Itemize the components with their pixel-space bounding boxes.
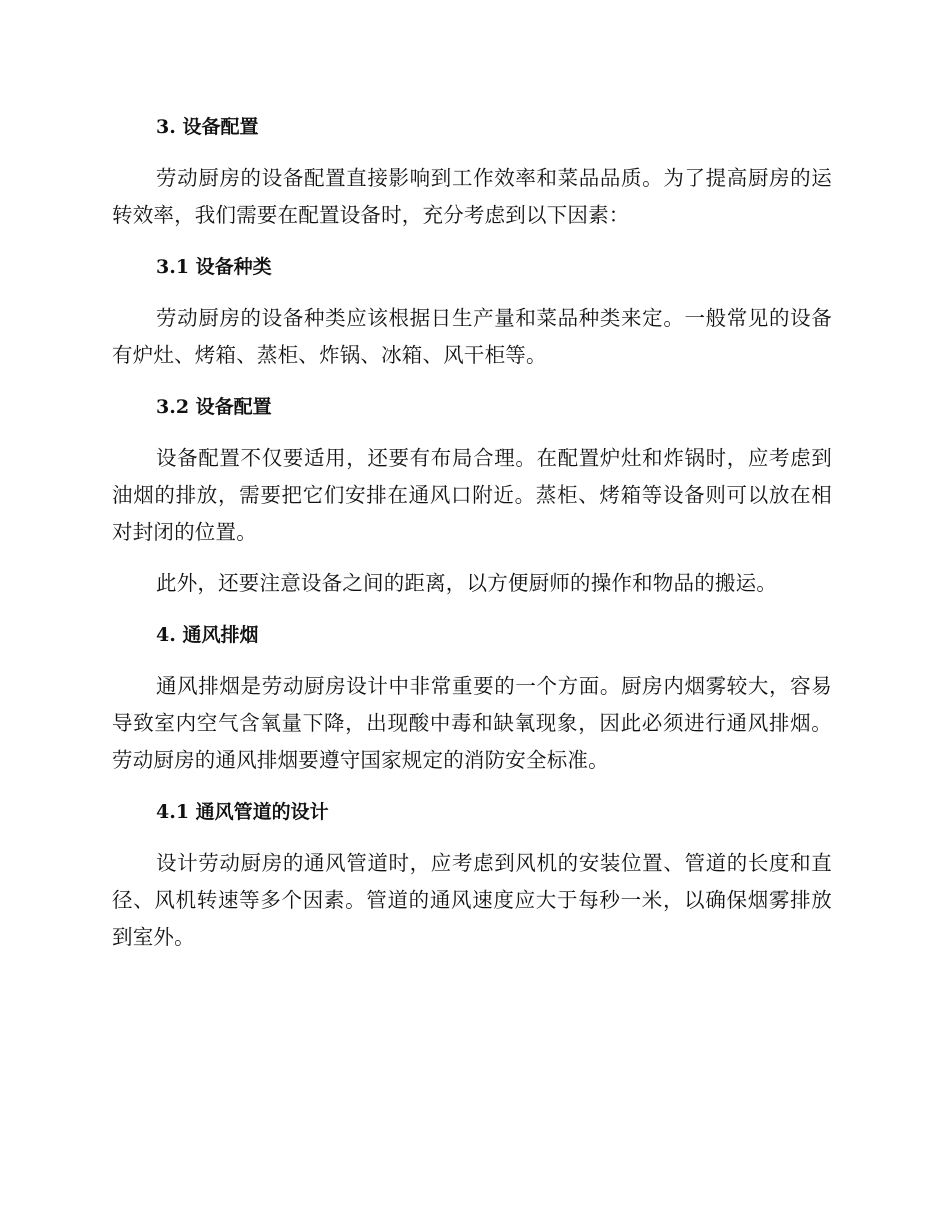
paragraph-equipment-layout: 设备配置不仅要适用，还要有布局合理。在配置炉灶和炸锅时，应考虑到油烟的排放，需要把它们安排在通风口附近。蒸柜、烤箱等设备则可以放在相对封闭的位置。 xyxy=(112,446,832,544)
section-heading-3-2: 3.2 设备配置 xyxy=(156,396,272,418)
section-heading-3-1: 3.1 设备种类 xyxy=(156,256,272,278)
paragraph-equipment-intro: 劳动厨房的设备配置直接影响到工作效率和菜品品质。为了提高厨房的运转效率，我们需要在配置设备时，充分考虑到以下因素： xyxy=(112,166,832,227)
paragraph-duct-design: 设计劳动厨房的通风管道时，应考虑到风机的安装位置、管道的长度和直径、风机转速等多个因素。管道的通风速度应大于每秒一米，以确保烟雾排放到室外。 xyxy=(112,851,832,949)
paragraph-ventilation-intro: 通风排烟是劳动厨房设计中非常重要的一个方面。厨房内烟雾较大，容易导致室内空气含氧量下降，出现酸中毒和缺氧现象，因此必须进行通风排烟。劳动厨房的通风排烟要遵守国家规定的消防安全标准。 xyxy=(112,674,832,772)
section-heading-4-1: 4.1 通风管道的设计 xyxy=(156,801,329,823)
section-heading-4: 4. 通风排烟 xyxy=(156,624,259,646)
paragraph-equipment-spacing: 此外，还要注意设备之间的距离，以方便厨师的操作和物品的搬运。 xyxy=(156,571,777,595)
section-heading-3: 3. 设备配置 xyxy=(156,116,259,138)
paragraph-equipment-types: 劳动厨房的设备种类应该根据日生产量和菜品种类来定。一般常见的设备有炉灶、烤箱、蒸柜、炸锅、冰箱、风干柜等。 xyxy=(112,306,832,367)
document-body xyxy=(112,108,832,970)
